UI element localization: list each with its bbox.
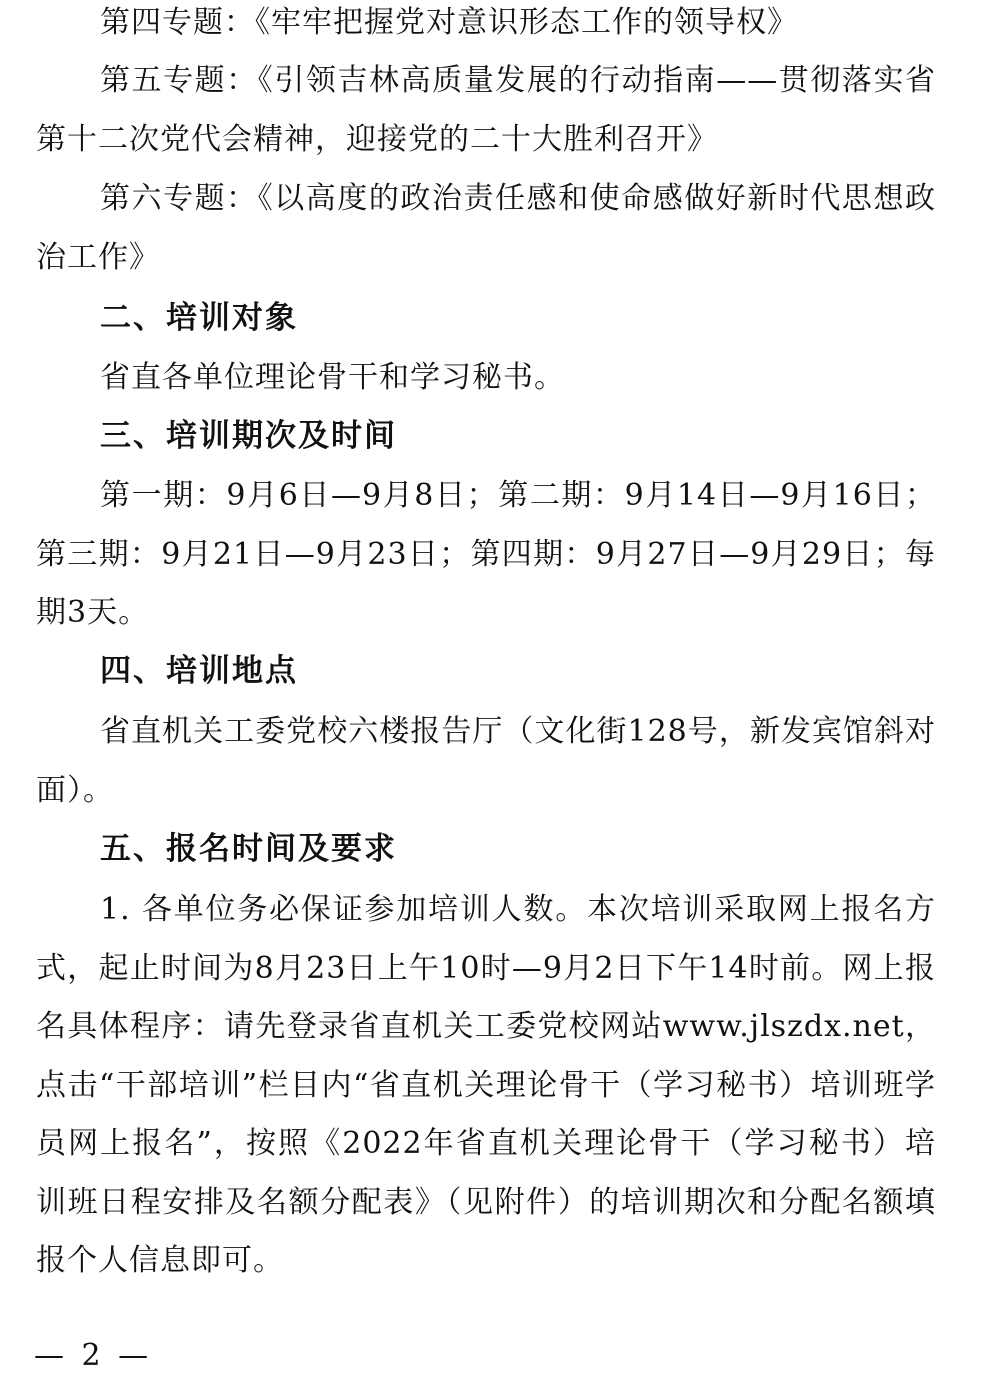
trainees-body: 省直各单位理论骨干和学习秘书。 xyxy=(100,360,565,395)
section-heading-trainees: 二、培训对象 xyxy=(100,300,298,336)
registration-item-1: 1. 各单位务必保证参加培训人数。本次培训采取网上报名方式，起止时间为8月23日上午10时—9月2日下午14时前。网上报名具体程序：请先登录省直机关工委党校网站www.jlszdx.net，点击“干部培训”栏目内“省直机关理论骨干（学习秘书）培训班学员网上报名”，按照《2022年省直机关理论骨干（学习秘书）培训班日程安排及名额分配表》（见附件）的培训期次和分配名额填报个人信息即可。 xyxy=(36,892,936,1278)
section-heading-schedule: 三、培训期次及时间 xyxy=(100,418,397,454)
section-heading-registration: 五、报名时间及要求 xyxy=(100,831,397,867)
section-heading-location: 四、培训地点 xyxy=(100,653,298,689)
topic-4: 第四专题：《牢牢把握党对意识形态工作的领导权》 xyxy=(100,5,798,40)
page-number: — 2 — xyxy=(34,1338,153,1373)
topic-5: 第五专题：《引领吉林高质量发展的行动指南——贯彻落实省第十二次党代会精神，迎接党的二十大胜利召开》 xyxy=(36,63,936,157)
topic-6: 第六专题：《以高度的政治责任感和使命感做好新时代思想政治工作》 xyxy=(36,181,936,275)
location-body: 省直机关工委党校六楼报告厅（文化街128号，新发宾馆斜对面）。 xyxy=(36,714,936,808)
schedule-body: 第一期：9月6日—9月8日；第二期：9月14日—9月16日；第三期：9月21日—9月23日；第四期：9月27日—9月29日；每期3天。 xyxy=(36,478,936,630)
